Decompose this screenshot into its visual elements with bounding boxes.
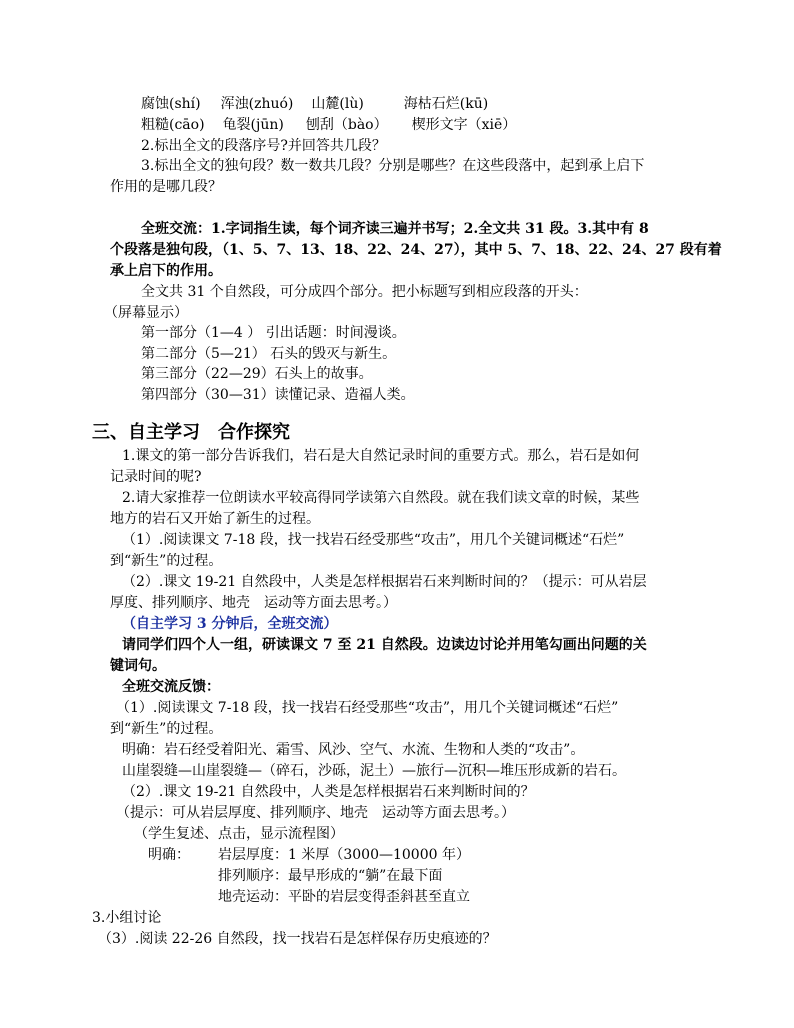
- hint: （提示：可从岩层厚度、排列顺序、地壳 运动等方面去思考。）: [116, 805, 515, 821]
- question-1-line-1: （1）.阅读课文 7-18 段，找一找岩石经受那些“攻击”，用几个关键词概述“石烂”: [122, 532, 625, 548]
- section3-p1-line-1: 1.课文的第一部分告诉我们，岩石是大自然记录时间的重要方式。那么，岩石是如何: [122, 448, 640, 464]
- vocab-row-1: [141, 94, 488, 114]
- clarification-2-item: 地壳运动：平卧的岩层变得歪斜甚至直立: [218, 889, 470, 905]
- feedback-heading: 全班交流反馈：: [122, 679, 220, 695]
- exchange-line-4: 全文共 31 个自然段，可分成四个部分。把小标题写到相应段落的开头：: [141, 284, 588, 300]
- section3-p2-line-1: 2.请大家推荐一位朗读水平较高得同学读第六自然段。就在我们读文章的时候，某些: [122, 490, 640, 506]
- vocab-word: 腐蚀(shí): [141, 96, 201, 112]
- part-4: 第四部分（30—31）读懂记录、造福人类。: [141, 387, 415, 403]
- section3-p1-line-2: 记录时间的呢?: [110, 469, 202, 485]
- feedback-1-line-2: 到“新生”的过程。: [110, 721, 223, 737]
- self-study-note: （自主学习 3 分钟后，全班交流）: [122, 616, 338, 632]
- question-2-line-2: 厚度、排列顺序、地壳 运动等方面去思考。）: [110, 595, 397, 611]
- flowchart-note: （学生复述、点击，显示流程图）: [134, 826, 344, 842]
- section3-p2-line-2: 地方的岩石又开始了新生的过程。: [110, 511, 320, 527]
- vocab-row-2: [141, 115, 516, 135]
- exchange-line-2: 个段落是独句段，（1、5、7、13、18、22、24、27），其中 5、7、18、22、24、27 段有着: [110, 242, 722, 258]
- vocab-word: 海枯石烂(kū): [403, 96, 489, 112]
- vocab-word: 粗糙(cāo): [141, 117, 205, 133]
- process-chain: 山崖裂缝—山崖裂缝—（碎石，沙砾，泥土）—旅行—沉积—堆压形成新的岩石。: [122, 763, 626, 779]
- vocab-word: 楔形文字（xiē）: [411, 117, 517, 133]
- task-3-line-1: 3.标出全文的独句段？数一数共几段？分别是哪些？在这些段落中，起到承上启下: [141, 158, 645, 174]
- part-3: 第三部分（22—29）石头上的故事。: [141, 366, 373, 382]
- group-task-line-2: 键词句。: [110, 658, 166, 674]
- vocab-word: 龟裂(jūn): [222, 117, 284, 133]
- vocab-word: 浑浊(zhuó): [220, 96, 294, 112]
- part-1: 第一部分（1—4 ） 引出话题：时间漫谈。: [141, 325, 406, 341]
- exchange-line-3: 承上启下的作用。: [110, 263, 222, 279]
- vocab-word: 刨刮（bào）: [305, 117, 388, 133]
- question-3: （3）.阅读 22-26 自然段，找一找岩石是怎样保存历史痕迹的？: [98, 931, 497, 947]
- feedback-2: （2）.课文 19-21 自然段中，人类是怎样根据岩石来判断时间的？: [122, 784, 535, 800]
- question-2-line-1: （2）.课文 19-21 自然段中，人类是怎样根据岩石来判断时间的？（提示：可从岩层: [122, 574, 647, 590]
- task-3-line-2: 作用的是哪几段？: [110, 179, 222, 195]
- group-discussion-heading: 3.小组讨论: [92, 910, 162, 926]
- part-2: 第二部分（5—21） 石头的毁灭与新生。: [141, 346, 397, 362]
- section-heading: 三、自主学习 合作探究: [92, 422, 290, 443]
- vocab-word: 山麓(lù): [311, 96, 364, 112]
- clarification-2-item: 岩层厚度：1 米厚（3000—10000 年）: [218, 847, 470, 863]
- clarification-2-label: 明确：: [148, 847, 190, 863]
- task-2: 2.标出全文的段落序号?并回答共几段？: [141, 138, 386, 154]
- exchange-line-1: 全班交流：1.字词指生读，每个词齐读三遍并书写；2.全文共 31 段。3.其中有 8: [141, 221, 649, 237]
- clarification-2-item: 排列顺序：最早形成的“躺”在最下面: [218, 868, 443, 884]
- screen-display-label: （屏幕显示）: [104, 305, 188, 321]
- clarification-1: 明确：岩石经受着阳光、霜雪、风沙、空气、水流、生物和人类的“攻击”。: [122, 742, 585, 758]
- feedback-1-line-1: （1）.阅读课文 7-18 段，找一找岩石经受那些“攻击”，用几个关键词概述“石烂”: [116, 700, 619, 716]
- question-1-line-2: 到“新生”的过程。: [110, 553, 223, 569]
- group-task-line-1: 请同学们四个人一组，研读课文 7 至 21 自然段。边读边讨论并用笔勾画出问题的关: [122, 637, 647, 653]
